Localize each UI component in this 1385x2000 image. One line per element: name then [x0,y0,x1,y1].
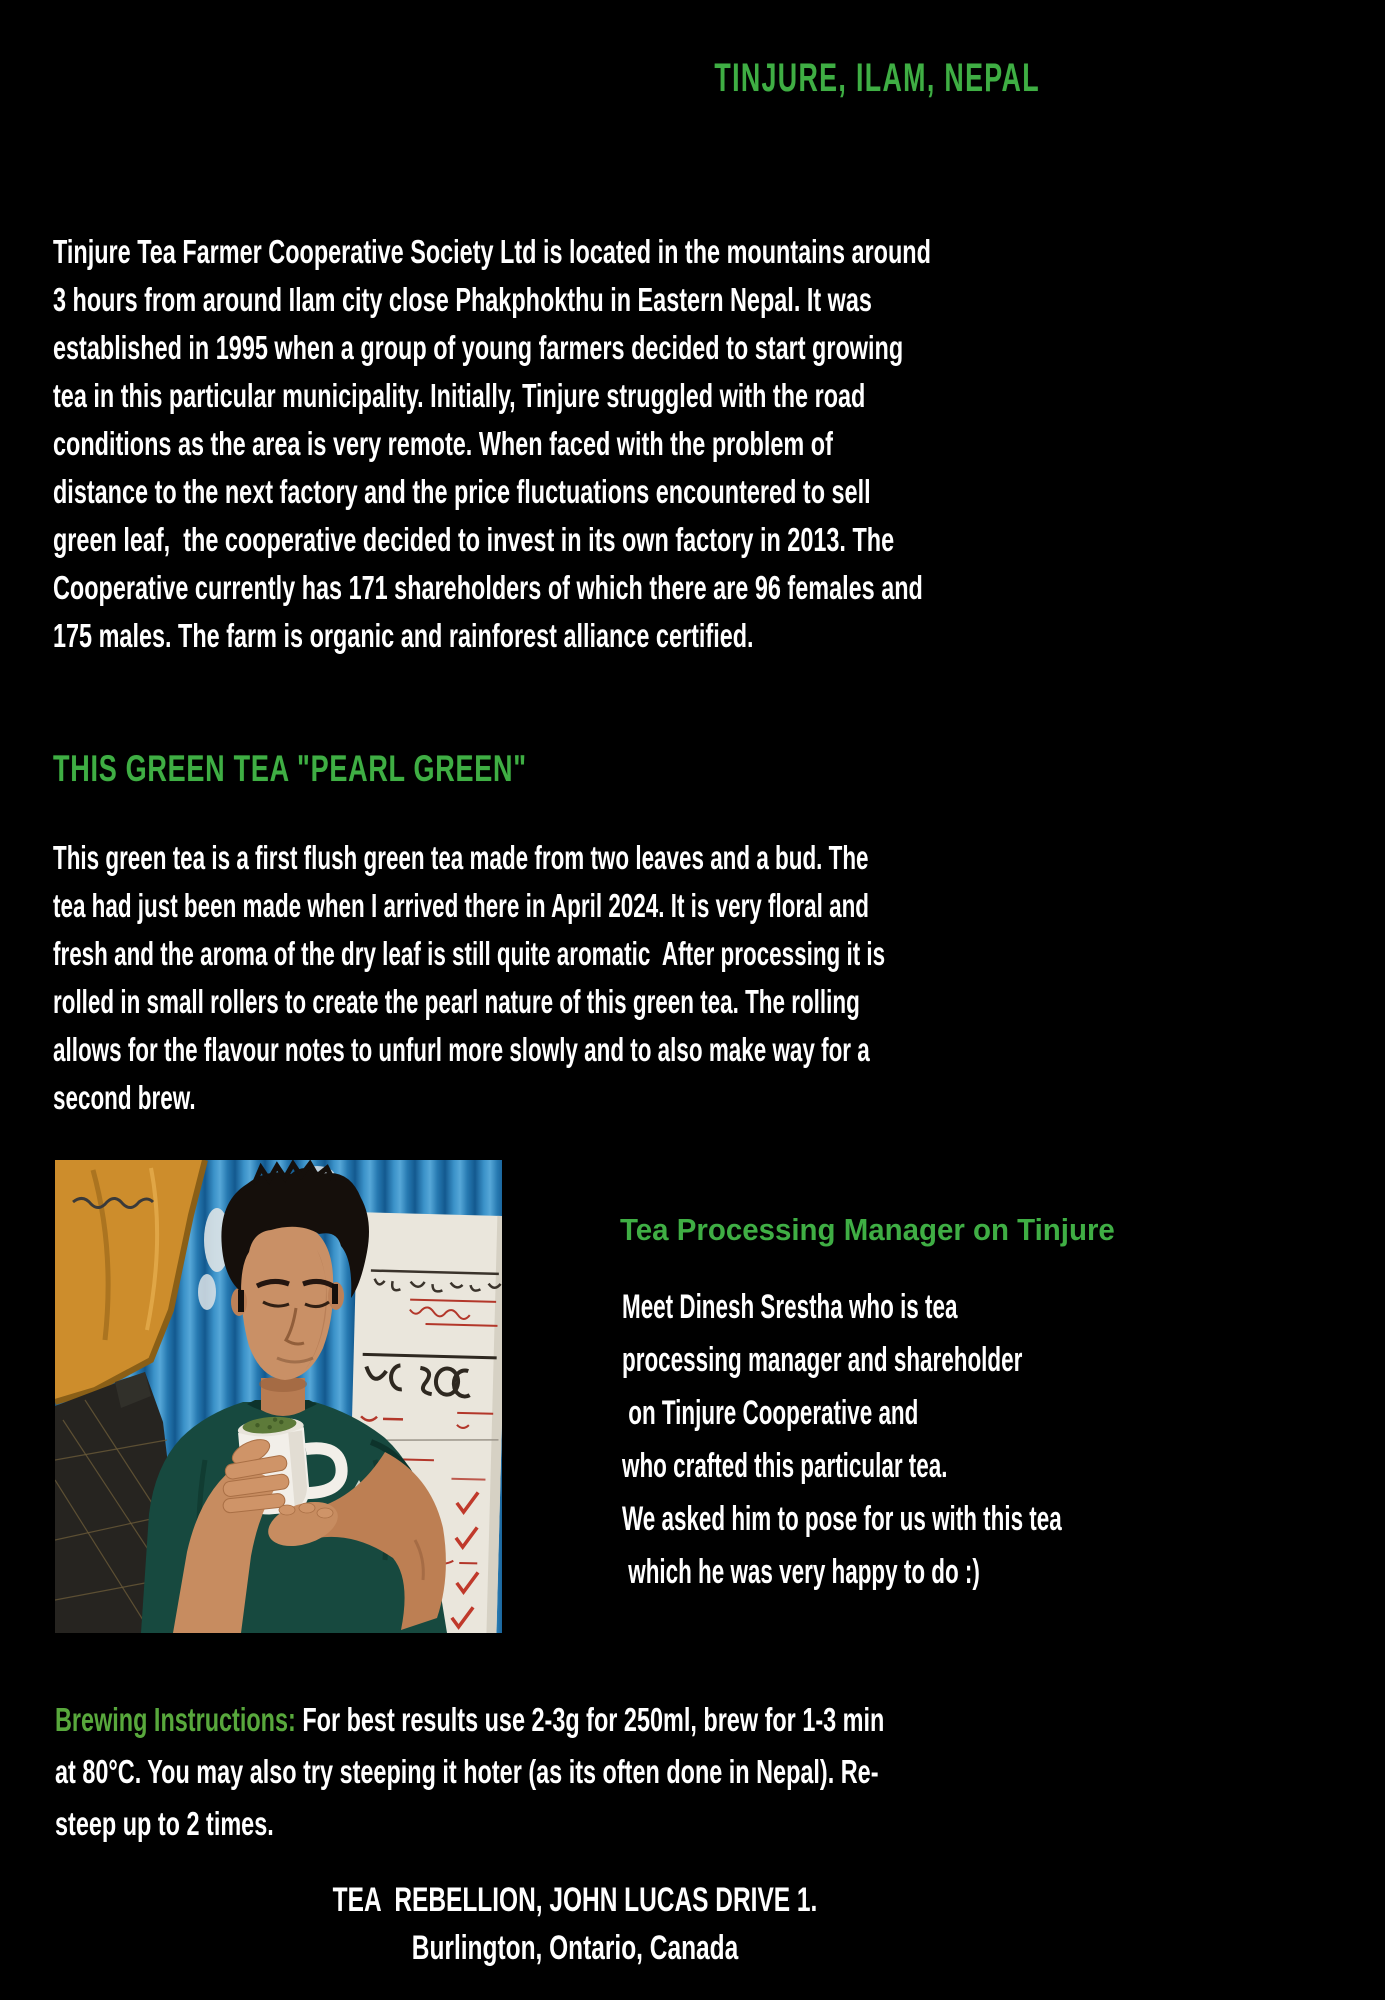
intro-paragraph [53,228,1290,660]
brewing-line: at 80°C. You may also try steeping it hoter (as its often done in Nepal). Re- [55,1753,879,1790]
pearl-line: fresh and the aroma of the dry leaf is still quite aromatic After processing it is [53,935,886,972]
footer-address [0,1876,1150,1972]
pearl-line: second brew. [53,1079,196,1116]
intro-line: Tinjure Tea Farmer Cooperative Society Ltd is located in the mountains around [53,233,931,270]
manager-section-heading: Tea Processing Manager on Tinjure [620,1212,1115,1247]
intro-line: green leaf, the cooperative decided to invest in its own factory in 2013. The [53,521,895,558]
brewing-line [55,1694,884,1746]
manager-line: on Tinjure Cooperative and [622,1394,919,1432]
brewing-instructions [55,1694,1223,1850]
brewing-line1-text: For best results use 2-3g for 250ml, brew for 1-3 min [295,1701,885,1738]
pearl-line: rolled in small rollers to create the pearl nature of this green tea. The rolling [53,983,860,1020]
pearl-line: tea had just been made when I arrived there in April 2024. It is very floral and [53,887,870,924]
footer-line-company: TEA REBELLION, JOHN LUCAS DRIVE 1. [332,1881,818,1919]
intro-line: 175 males. The farm is organic and rainforest alliance certified. [53,617,754,654]
manager-line: which he was very happy to do :) [622,1553,980,1591]
footer-line-city: Burlington, Ontario, Canada [411,1929,739,1967]
section-heading-pearl-green: THIS GREEN TEA "PEARL GREEN" [53,748,527,789]
intro-line: distance to the next factory and the price fluctuations encountered to sell [53,473,871,510]
manager-line: Meet Dinesh Srestha who is tea [622,1288,958,1326]
manager-line: processing manager and shareholder [622,1341,1023,1379]
manager-line: who crafted this particular tea. [622,1447,948,1485]
manager-paragraph [622,1281,1288,1599]
pearl-line: allows for the flavour notes to unfurl more slowly and to also make way for a [53,1031,870,1068]
brewing-line: steep up to 2 times. [55,1805,274,1842]
pearl-green-paragraph [53,834,1277,1122]
intro-line: established in 1995 when a group of young farmers decided to start growing [53,329,904,366]
intro-line: conditions as the area is very remote. When faced with the problem of [53,425,833,462]
manager-line: We asked him to pose for us with this tea [622,1500,1062,1538]
intro-line: 3 hours from around Ilam city close Phakphokthu in Eastern Nepal. It was [53,281,872,318]
intro-line: tea in this particular municipality. Initially, Tinjure struggled with the road [53,377,866,414]
brewing-label: Brewing Instructions: [55,1701,296,1738]
intro-line: Cooperative currently has 171 shareholders of which there are 96 females and [53,569,923,606]
pearl-line: This green tea is a first flush green tea made from two leaves and a bud. The [53,839,869,876]
manager-photo [55,1160,502,1633]
page-title: TINJURE, ILAM, NEPAL [714,56,1040,100]
